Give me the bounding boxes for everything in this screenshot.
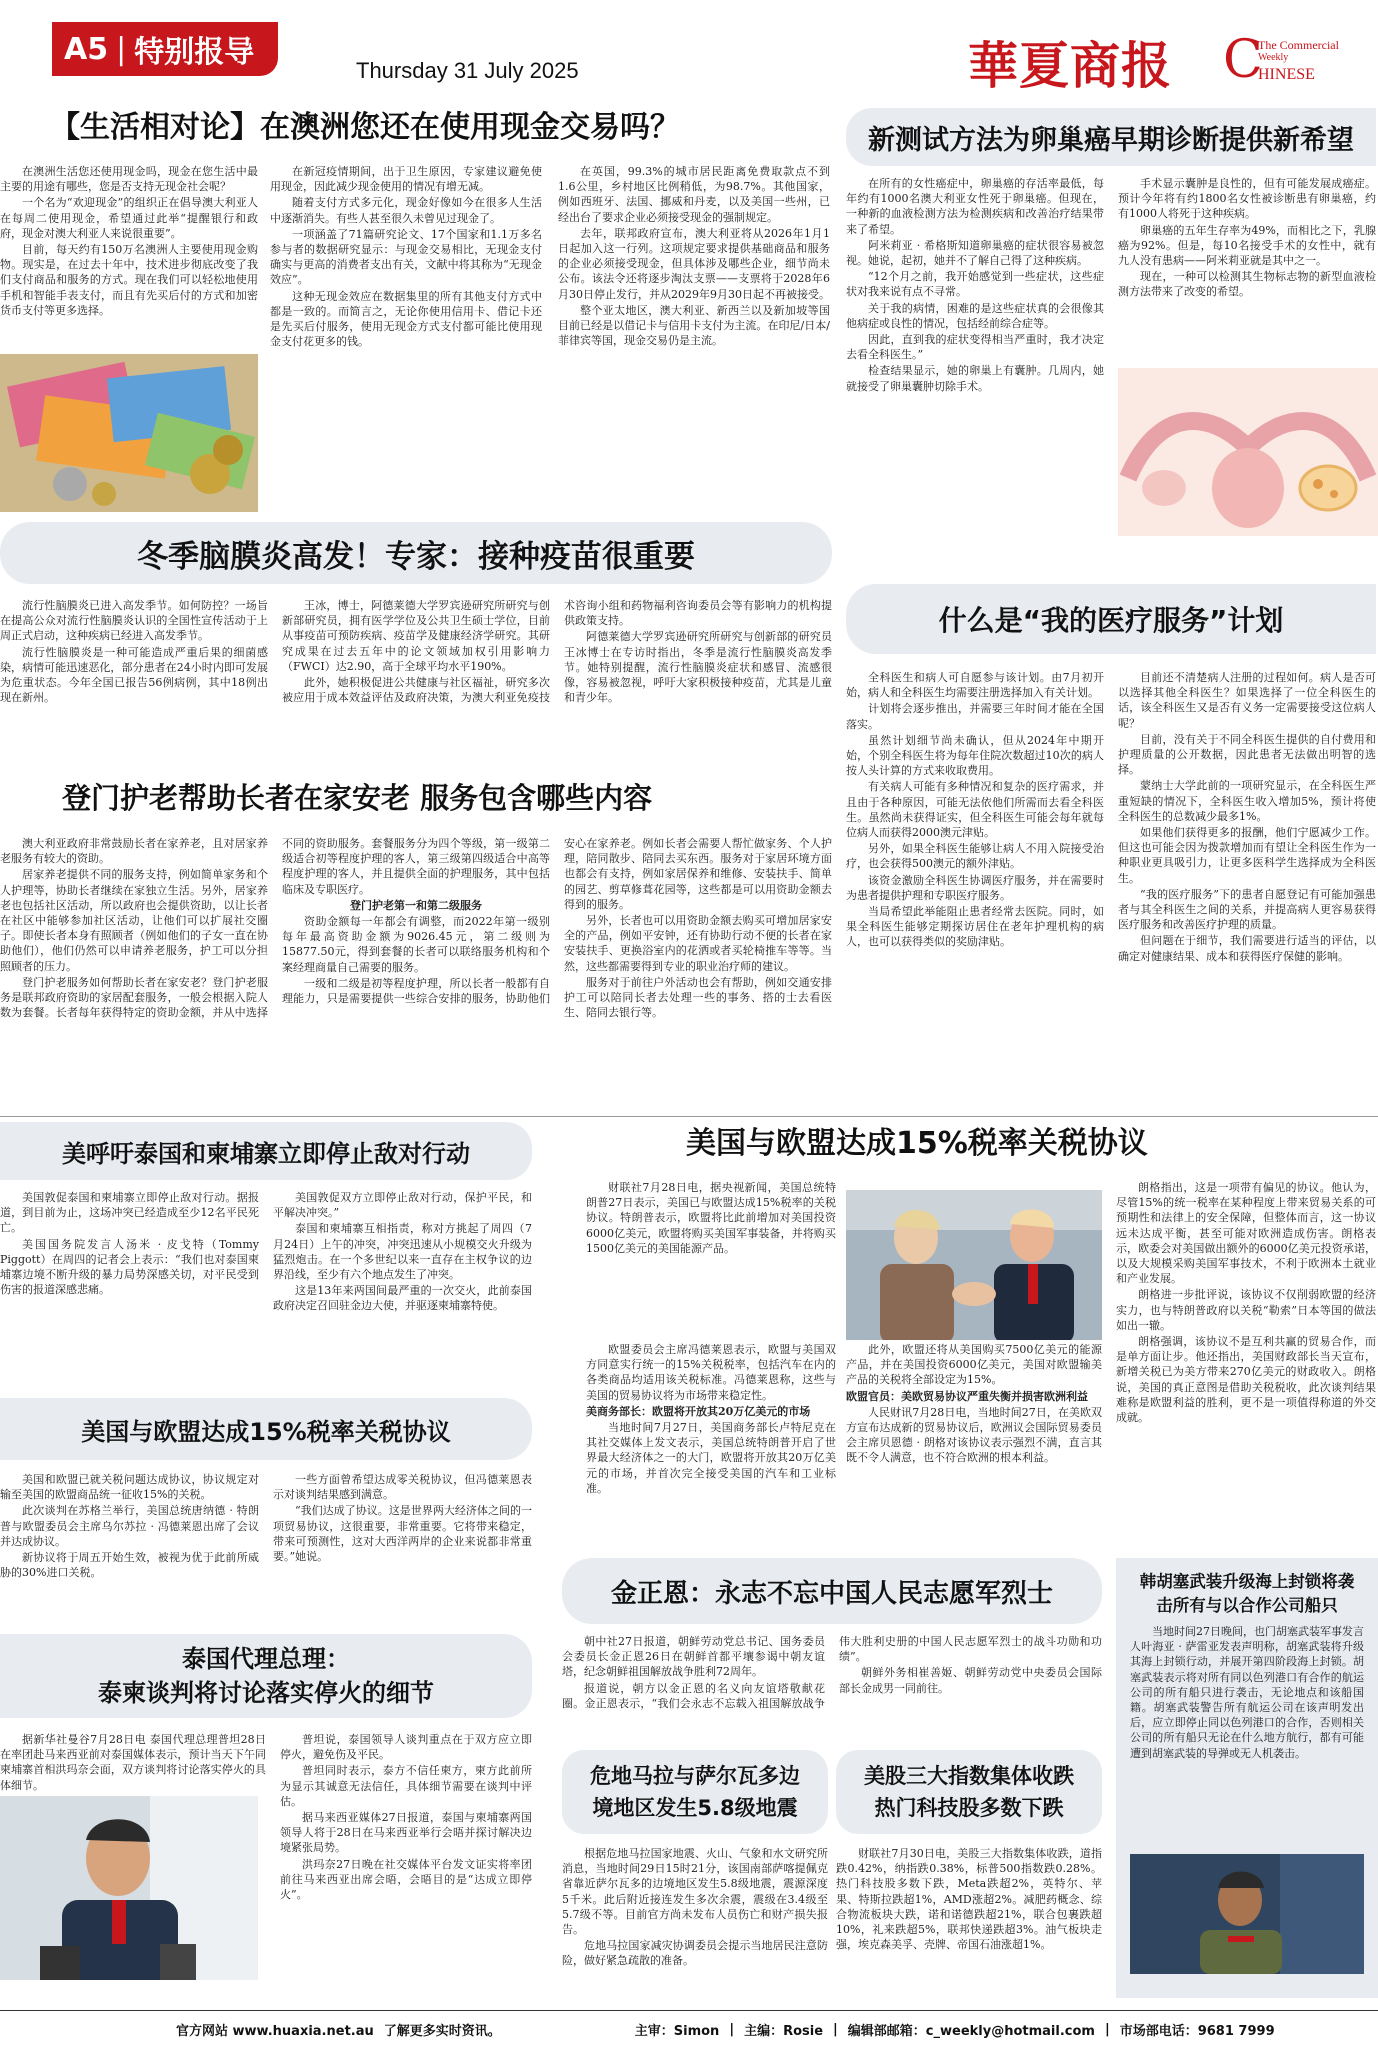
headline-cash: 【生活相对论】在澳洲您还在使用现金交易吗？ xyxy=(50,110,680,145)
article-cash-cols: 在新冠疫情期间，出于卫生原因，专家建议避免使用现金，因此减少现金使用的情况有增无减。 随着支付方式多元化，现金好像如今在很多人生活中逐渐消失。有些人甚至很久未曾见过现金了。 一项涵盖了71篇研究论文、17个国家和1.1万多名参与者的数据研究显示：与现金交易相比，无现金支付确实与更高的消费者支出有关，文献中将其称为“无现金效应”。 这种无现金效应在数据集里的所有其他支付方式中都是一致的。而简言之，无论你使用信用卡、借记卡还是先买后付服务，使用无现金方式支付都可能比使用现金支付花更多的钱。 在英国，99.3%的城市居民距离免费取款点不到1.6公里，乡村地区比例稍低，为98.7%。其他国家，例如西班牙、法国、挪威和丹麦，以及美国一些州，已经出台了要求企业必须接受现金的强制规定。 去年，联邦政府宣布，澳大利亚将从2026年1月1日起加入这一行列。这项规定要求提供基础商品和服务的企业必须接受现金，但具体涉及哪些企业，细节尚未公布。该法令还将逐步淘汰支票——支票将于2028年6月30日停止发行，并从2029年9月30日起不再被接受。 整个亚太地区，澳大利亚、新西兰以及新加坡等国目前已经是以借记卡与信用卡支付为主流。在印尼/日本/菲律宾等国，现金交易仍是主流。 xyxy=(270,165,830,349)
headline-care: 登门护老帮助长者在家安老 服务包含哪些内容 xyxy=(62,781,653,815)
headline-meningitis: 冬季脑膜炎高发！专家：接种疫苗很重要 xyxy=(0,522,832,584)
speaker-icon xyxy=(0,1796,258,1980)
article-thai-pm-col1: 据新华社曼谷7月28日电 泰国代理总理普坦28日在率团赴马来西亚前对泰国媒体表示，预计当天下午同柬埔寨首相洪玛奈会面，双方谈判将讨论落实停火的具体细节。 xyxy=(0,1733,266,1792)
article-tariff-small: 美国和欧盟已就关税问题达成协议，协议规定对输至美国的欧盟商品统一征收15%的关税。 此次谈判在苏格兰举行，美国总统唐纳德 · 特朗普与欧盟委员会主席乌尔苏拉 · 冯德莱恩出席了会议并达成协议。 新协议将于周五开始生效，被视为优于此前所威胁的30%进口关税。 一些方面曾希望达成零关税协议，但冯德莱恩表示对谈判结果感到满意。 “我们达成了协议。这是世界两大经济体之间的一项贸易协议，这很重要，非常重要。它将带来稳定，带来可预测性，这对大西洋两岸的企业来说都非常重要。”她说。 xyxy=(0,1473,532,1580)
article-houthi: 当地时间27日晚间，也门胡塞武装军事发言人叶海亚 · 萨雷亚发表声明称，胡塞武装将升级其海上封锁行动，并展开第四阶段海上封锁。胡塞武装表示将对所有同以色列港口有合作的航运公司的所有船只进行袭击，无论地点和该船国籍。胡塞武装警告所有航运公司在该声明发出后，应立即停止同以色列港口的合作，否则相关公司的所有船只无论在什么地方航行，都有可能遭到胡塞武装的导弹或无人机袭击。 xyxy=(1130,1625,1364,1760)
headline-quake-line1: 危地马拉与萨尔瓦多边 xyxy=(590,1764,800,1788)
ovary-illustration xyxy=(1118,368,1378,536)
logo-en-3: HINESE xyxy=(1258,66,1315,83)
article-tariff-main-col2: 此外，欧盟还将从美国购买7500亿美元的能源产品，并在美国投资6000亿美元，美国对欧盟输美产品的关税将全部设定为15%。 欧盟官员：美欧贸易协议严重失衡并损害欧洲利益 人民财讯7月28日电，当地时间27日，在美欧双方宣布达成新的贸易协议后，欧洲议会国际贸易委员会主席贝恩德 · 朗格对该协议表示强烈不满，直言其既不令人满意，也不符合欧洲的根本利益。 xyxy=(846,1343,1102,1465)
ovary-icon xyxy=(1118,368,1378,536)
article-thai-pm-col2: 普坦说，泰国领导人谈判重点在于双方应立即停火，避免伤及平民。 普坦同时表示，泰方不信任柬方，柬方此前所为显示其诚意无法信任，具体细节需要在谈判中评估。 据马来西亚媒体27日报道，泰国与柬埔寨两国领导人将于28日在马来西亚举行会晤并探讨解决边境紧张局势。 洪玛奈27日晚在社交媒体平台发文证实将率团前往马来西亚出席会晤，会晤目的是“达成立即停火”。 xyxy=(280,1733,532,1902)
headline-quake xyxy=(562,1750,828,1834)
article-cash-col1: 在澳洲生活您还使用现金吗，现金在您生活中最主要的用途有哪些，您是否支持无现金社会呢？ 一个名为“欢迎现金”的组织正在倡导澳大利亚人在每周二使用现金，希望通过此举“提醒银行和政府，现金对澳大利亚人来说很重要”。 目前，每天约有150万名澳洲人主要使用现金购物。现实是，在过去十年中，技术进步彻底改变了我们支付商品和服务的方式。现在我们可以轻松地使用手机和智能手表支付，而且有先买后付的方式和加密货币支付等更多选择。 xyxy=(0,165,258,317)
footer-phone: 市场部电话：9681 7999 xyxy=(1119,2023,1275,2039)
footer-editor2: 主编：Rosie xyxy=(744,2023,824,2039)
headline-stocks-line2: 热门科技股多数下跌 xyxy=(874,1796,1064,1820)
footer-divider xyxy=(0,2010,1378,2011)
article-tariff-main-col1: 财联社7月28日电，据央视新闻，美国总统特朗普27日表示，美国已与欧盟达成15%税率的关税协议。特朗普表示，欧盟将比此前增加对美国投资6000亿美元，欧盟将购买美国军事装备，并将购买1500亿美元的美国能源产品。 xyxy=(586,1181,836,1255)
handshake-icon xyxy=(846,1190,1102,1340)
article-quake: 根据危地马拉国家地震、火山、气象和水文研究所消息，当地时间29日15时21分，该国南部萨喀提佩克省靠近萨尔瓦多的边境地区发生5.8级地震，震源深度5千米。此后附近接连发生多次余震，震级在3.4级至5.7级不等。目前官方尚未发布人员伤亡和财产损失报告。 危地马拉国家减灾协调委员会提示当地居民注意防险，做好紧急疏散的准备。 xyxy=(562,1847,828,1968)
section-tab: A5 | 特别报导 xyxy=(52,22,278,76)
houthi-panel xyxy=(1116,1558,1378,1998)
press-conference-photo xyxy=(0,1796,258,1980)
handshake-photo xyxy=(846,1190,1102,1340)
headline-quake-line2: 境地区发生5.8级地震 xyxy=(592,1796,798,1820)
headline-myhealth: 什么是“我的医疗服务”计划 xyxy=(846,584,1376,654)
section-name: 特别报导 xyxy=(134,35,255,70)
military-spokesman-photo xyxy=(1130,1854,1364,1974)
headline-thai-pm-line2: 泰柬谈判将讨论落实停火的细节 xyxy=(98,1679,434,1707)
footer-website[interactable]: 官方网站 www.huaxia.net.au xyxy=(176,2023,374,2039)
cash-photo xyxy=(0,354,258,512)
footer-editor: 主审：Simon xyxy=(634,2023,720,2039)
article-ovarian-col2: 手术显示囊肿是良性的，但有可能发展成癌症。预计今年将有约1800名女性被诊断患有卵巢癌，约有1000人将死于这种疾病。 卵巢癌的五年生存率为49%，而相比之下，乳腺癌为92%。但是，每10名接受手术的女性中，就有九人没有患病——阿米莉亚就是其中之一。 现在，一种可以检测其生物标志物的新型血液检测方法带来了改变的希望。 xyxy=(1118,177,1376,299)
article-tariff-main-col3: 朗格指出，这是一项带有偏见的协议。他认为，尽管15%的统一税率在某种程度上带来贸易关系的可预期性和法律上的安全保障，但整体而言，这一协议远未达成平衡，甚至可能对欧洲造成伤害。朗格表示，欧委会对美国做出额外的6000亿美元投资承诺，以及大规模采购美国军事技术，不利于欧洲本土就业和产业发展。 朗格进一步批评说，该协议不仅削弱欧盟的经济实力，也与特朗普政府以关税“勒索”日本等国的做法如出一辙。 朗格强调，该协议不是互利共赢的贸易合作，而是单方面让步。他还指出，美国财政部长当天宣布，新增关税已为美方带来270亿美元的财政收入。朗格说，美国的真正意图是借助关税税收，此次谈判结果难称是欧盟利益的胜利，更不是一项值得称道的外交成就。 xyxy=(1116,1181,1376,1425)
headline-tariff-main: 美国与欧盟达成15%税率关税协议 xyxy=(686,1126,1148,1161)
article-myhealth: 全科医生和病人可自愿参与该计划。由7月初开始，病人和全科医生均需要注册选择加入有关计划。 计划将会逐步推出，并需要三年时间才能在全国落实。 虽然计划细节尚未确认，但从2024年中期开始，个别全科医生将为每年住院次数超过10次的病人按人头计算的方式来收取费用。 有关病人可能有多种情况和复杂的医疗需求，并且由于各种原因，可能无法依他们所需而去看全科医生。虽然尚未获得证实，但全科医生可能会每年就每位病人而获得2000澳元津贴。 另外，如果全科医生能够让病人不用入院接受治疗，也会获得500澳元的额外津贴。 该资金激励全科医生协调医疗服务，并在需要时为患者提供护理和专职医疗服务。 当局希望此举能阻止患者经常去医院。同时，如果全科医生能够定期探访居住在老年护理机构的病人，也可以获得类似的奖励津贴。 目前还不清楚病人注册的过程如何。病人是否可以选择其他全科医生？如果选择了一位全科医生的话，该全科医生又是否有义务一定需要接受这位病人呢？ 目前，没有关于不同全科医生提供的自付费用和护理质量的公开数据，因此患者无法做出明智的选择。 蒙纳士大学此前的一项研究显示，在全科医生严重短缺的情况下，全科医生收入增加5%，预计将使全科医生的总数减少最多1%。 如果他们获得更多的报酬，他们宁愿减少工作。但这也可能会因为拨款增加而有望让全科医生作为一种职业更具吸引力，让更多医科学生选择成为全科医生。 “我的医疗服务”下的患者自愿登记有可能加强患者与其全科医生之间的关系，并提高病人更容易获得医疗服务和改善医疗护理的质量。 但问题在于细节，我们需要进行适当的评估，以确定对健康结果、成本和获得医疗保健的影响。 xyxy=(846,671,1376,963)
spokesman-icon xyxy=(1130,1854,1364,1974)
article-stocks: 财联社7月30日电，美股三大指数集体收跌，道指跌0.42%，纳指跌0.38%，标普500指数跌0.28%。热门科技股多数下跌，Meta跌超2%，英特尔、苹果、特斯拉跌超1%，AMD涨超2%。减肥药概念、综合物流板块大跌，诺和诺德跌超21%，联合包裹跌超10%，礼来跌超5%，联邦快递跌超3%。油气板块走强，埃克森美孚、壳牌、帝国石油涨超1%。 xyxy=(836,1847,1102,1952)
headline-ovarian: 新测试方法为卵巢癌早期诊断提供新希望 xyxy=(846,108,1376,166)
logo-chinese: 華夏商报 xyxy=(968,36,1172,95)
article-tariff-main-col1b: 欧盟委员会主席冯德莱恩表示，欧盟与美国双方同意实行统一的15%关税税率，包括汽车在内的各类商品均适用该关税标准。冯德莱恩称，这些与美国的贸易协议将为市场带来稳定性。 美商务部长：欧盟将开放其20万亿美元的市场 当地时间7月27日，美国商务部长卢特尼克在其社交媒体上发文表示，美国总统特朗普开启了世界最大经济体之一的大门，欧盟将开放其20万亿美元的市场，并首次完全接受美国的汽车和工业标准。 xyxy=(586,1343,836,1495)
logo-en-1: The Commercial xyxy=(1258,38,1339,52)
article-ovarian-col1: 在所有的女性癌症中，卵巢癌的存活率最低，每年约有1000名澳大利亚女性死于卵巢癌。但现在，一种新的血液检测方法为检测疾病和改善治疗结果带来了希望。 阿米莉亚 · 希格斯知道卵巢癌的症状很容易被忽视。她说，起初，她并不了解自己得了这种疾病。 “12个月之前，我开始感觉到一些症状，这些症状对我来说有点不寻常。 关于我的病情，困难的是这些症状真的会很像其他病症或良性的情况，包括经前综合症等。 因此，直到我的症状变得相当严重时，我才决定去看全科医生。” 检查结果显示，她的卵巢上有囊肿。几周内，她就接受了卵巢囊肿切除手术。 xyxy=(846,177,1104,393)
headline-stocks-line1: 美股三大指数集体收跌 xyxy=(864,1764,1074,1788)
issue-date: Thursday 31 July 2025 xyxy=(356,58,579,83)
logo-c: C xyxy=(1223,30,1263,90)
footer-more-news: 了解更多实时资讯。 xyxy=(383,2023,501,2039)
headline-kim: 金正恩：永志不忘中国人民志愿军烈士 xyxy=(562,1558,1102,1624)
logo-en-2: Weekly xyxy=(1258,52,1289,63)
headline-houthi: 韩胡塞武装升级海上封锁将袭击所有与以合作公司船只 xyxy=(1139,1572,1355,1615)
footer: 官方网站 www.huaxia.net.au 了解更多实时资讯。 主审：Simon | 主编：Rosie | 编辑部邮箱：c_weekly@hotmail.com | 市场部电话：9681 7999 xyxy=(176,2021,1275,2039)
footer-email[interactable]: 编辑部邮箱：c_weekly@hotmail.com xyxy=(847,2023,1095,2039)
headline-thai-pm-line1: 泰国代理总理： xyxy=(182,1645,350,1673)
banknotes-coins-icon xyxy=(0,354,258,512)
headline-thai-cambodia: 美呼吁泰国和柬埔寨立即停止敌对行动 xyxy=(0,1122,532,1180)
headline-stocks xyxy=(836,1750,1102,1834)
section-number: A5 xyxy=(64,31,109,67)
article-thai-cambodia: 美国敦促泰国和柬埔寨立即停止敌对行动。据报道，到目前为止，这场冲突已经造成至少12名平民死亡。 美国国务院发言人汤米 · 皮戈特（Tommy Piggott）在周四的记者会上表示：“我们也对泰国柬埔寨边境不断升级的暴力局势深感关切，对平民受到伤害的报道深感悲痛。 美国敦促双方立即停止敌对行动，保护平民，和平解决冲突。” 泰国和柬埔寨互相指责，称对方挑起了周四（7月24日）上午的冲突，冲突迅速从小规模交火升级为猛烈炮击。在一个多世纪以来一直存在主权争议的边界沿线，至少有六个地点发生了冲突。 这是13年来两国间最严重的一次交火，此前泰国政府决定召回驻金边大使，并驱逐柬埔寨特使。 xyxy=(0,1191,532,1313)
headline-thai-pm xyxy=(0,1634,532,1718)
masthead-logo xyxy=(968,24,1363,94)
headline-tariff-small: 美国与欧盟达成15%税率关税协议 xyxy=(0,1398,532,1460)
article-care: 澳大利亚政府非常鼓励长者在家养老，且对居家养老服务有较大的资助。 居家养老提供不同的服务支持，例如简单家务和个人护理等，协助长者继续在家独立生活。另外，居家养老也包括社区活动，所以政府也会提供资助，以让长者在社区中能够参加社区活动，让他们可以扩展社交圈子。即使长者本身有照顾者（例如他们的子女一直在协助他们），他们仍然可以申请养老服务，护工可以分担照顾者的压力。 登门护老服务如何帮助长者在家安老？登门护老服务是联邦政府资助的家居配套服务，一般会根据入院人数为套餐。长者每年获得特定的资助金额，并从中选择不同的资助服务。套餐服务分为四个等级，第一级第二级适合初等程度护理的客人，第三级第四级适合中高等程度护理的客人，并且提供全面的护理服务，其中包括临床及专职医疗。 登门护老第一和第二级服务 资助金额每一年都会有调整，而2022年第一级别每年最高资助金额为9026.45元，第二级则为15877.50元，得到套餐的长者可以联络服务机构和个案经理商量自己需要的服务。 一级和二级是初等程度护理，所以长者一般都有自理能力，只是需要提供一些综合安排的服务，协助他们安心在家养老。例如长者会需要人帮忙做家务、个人护理，陪同散步、陪同去买东西。服务对于家居环境方面也都会有支持，例如家居保养和维修、安装扶手、简单的园艺、剪草修葺花园等，这些都是可以用资助金额去得到的服务。 另外，长者也可以用资助金额去购买可增加居家安全的产品，例如平安钟，还有协助行动不便的长者在家安装扶手、更换浴室内的花洒或者买轮椅推车等等。当然，这些都需要得到专业的职业治疗师的建议。 服务对于前往户外活动也会有帮助，例如交通安排护工可以陪同长者去处理一些的事务、搭的士去看医生、陪同去银行等。 xyxy=(0,837,832,1020)
article-kim: 朝中社27日报道，朝鲜劳动党总书记、国务委员会委员长金正恩26日在朝鲜首都平壤参谒中朝友谊塔，纪念朝鲜祖国解放战争胜利72周年。 报道说，朝方以金正恩的名义向友谊塔敬献花圈。金正恩表示，“我们会永志不忘载入祖国解放战争伟大胜利史册的中国人民志愿军烈士的战斗功勋和功绩”。 朝鲜外务相崔善姬、朝鲜劳动党中央委员会国际部长金成男一同前往。 xyxy=(562,1635,1102,1710)
article-meningitis: 流行性脑膜炎已进入高发季节。如何防控？一场旨在提高公众对流行性脑膜炎认识的全国性宣传活动于上周正式启动，这种疾病已经进入高发季节。 流行性脑膜炎是一种可能造成严重后果的细菌感染，病情可能迅速恶化，部分患者在24小时内即可发展为危重状态。今年全国已报告56例病例，其中18例出现在新州。 王冰，博士，阿德莱德大学罗宾逊研究所研究与创新部研究员，拥有医学学位及公共卫生硕士学位，目前从事疫苗可预防疾病、疫苗学及健康经济学研究。其研究成果在过去五年中的论文领域加权引用影响力（FWCI）达2.90，高于全球平均水平190%。 此外，她积极促进公共健康与社区福祉，研究多次被应用于成本效益评估及政府决策，为澳大利亚免疫技术咨询小组和药物福利咨询委员会等有影响力的机构提供政策支持。 阿德莱德大学罗宾逊研究所研究与创新部的研究员王冰博士在专访时指出，冬季是流行性脑膜炎高发季节。她特别提醒，流行性脑膜炎症状和感冒、流感很像，容易被忽视，呼吁大家积极接种疫苗，尤其是儿童和青少年。 xyxy=(0,599,832,705)
